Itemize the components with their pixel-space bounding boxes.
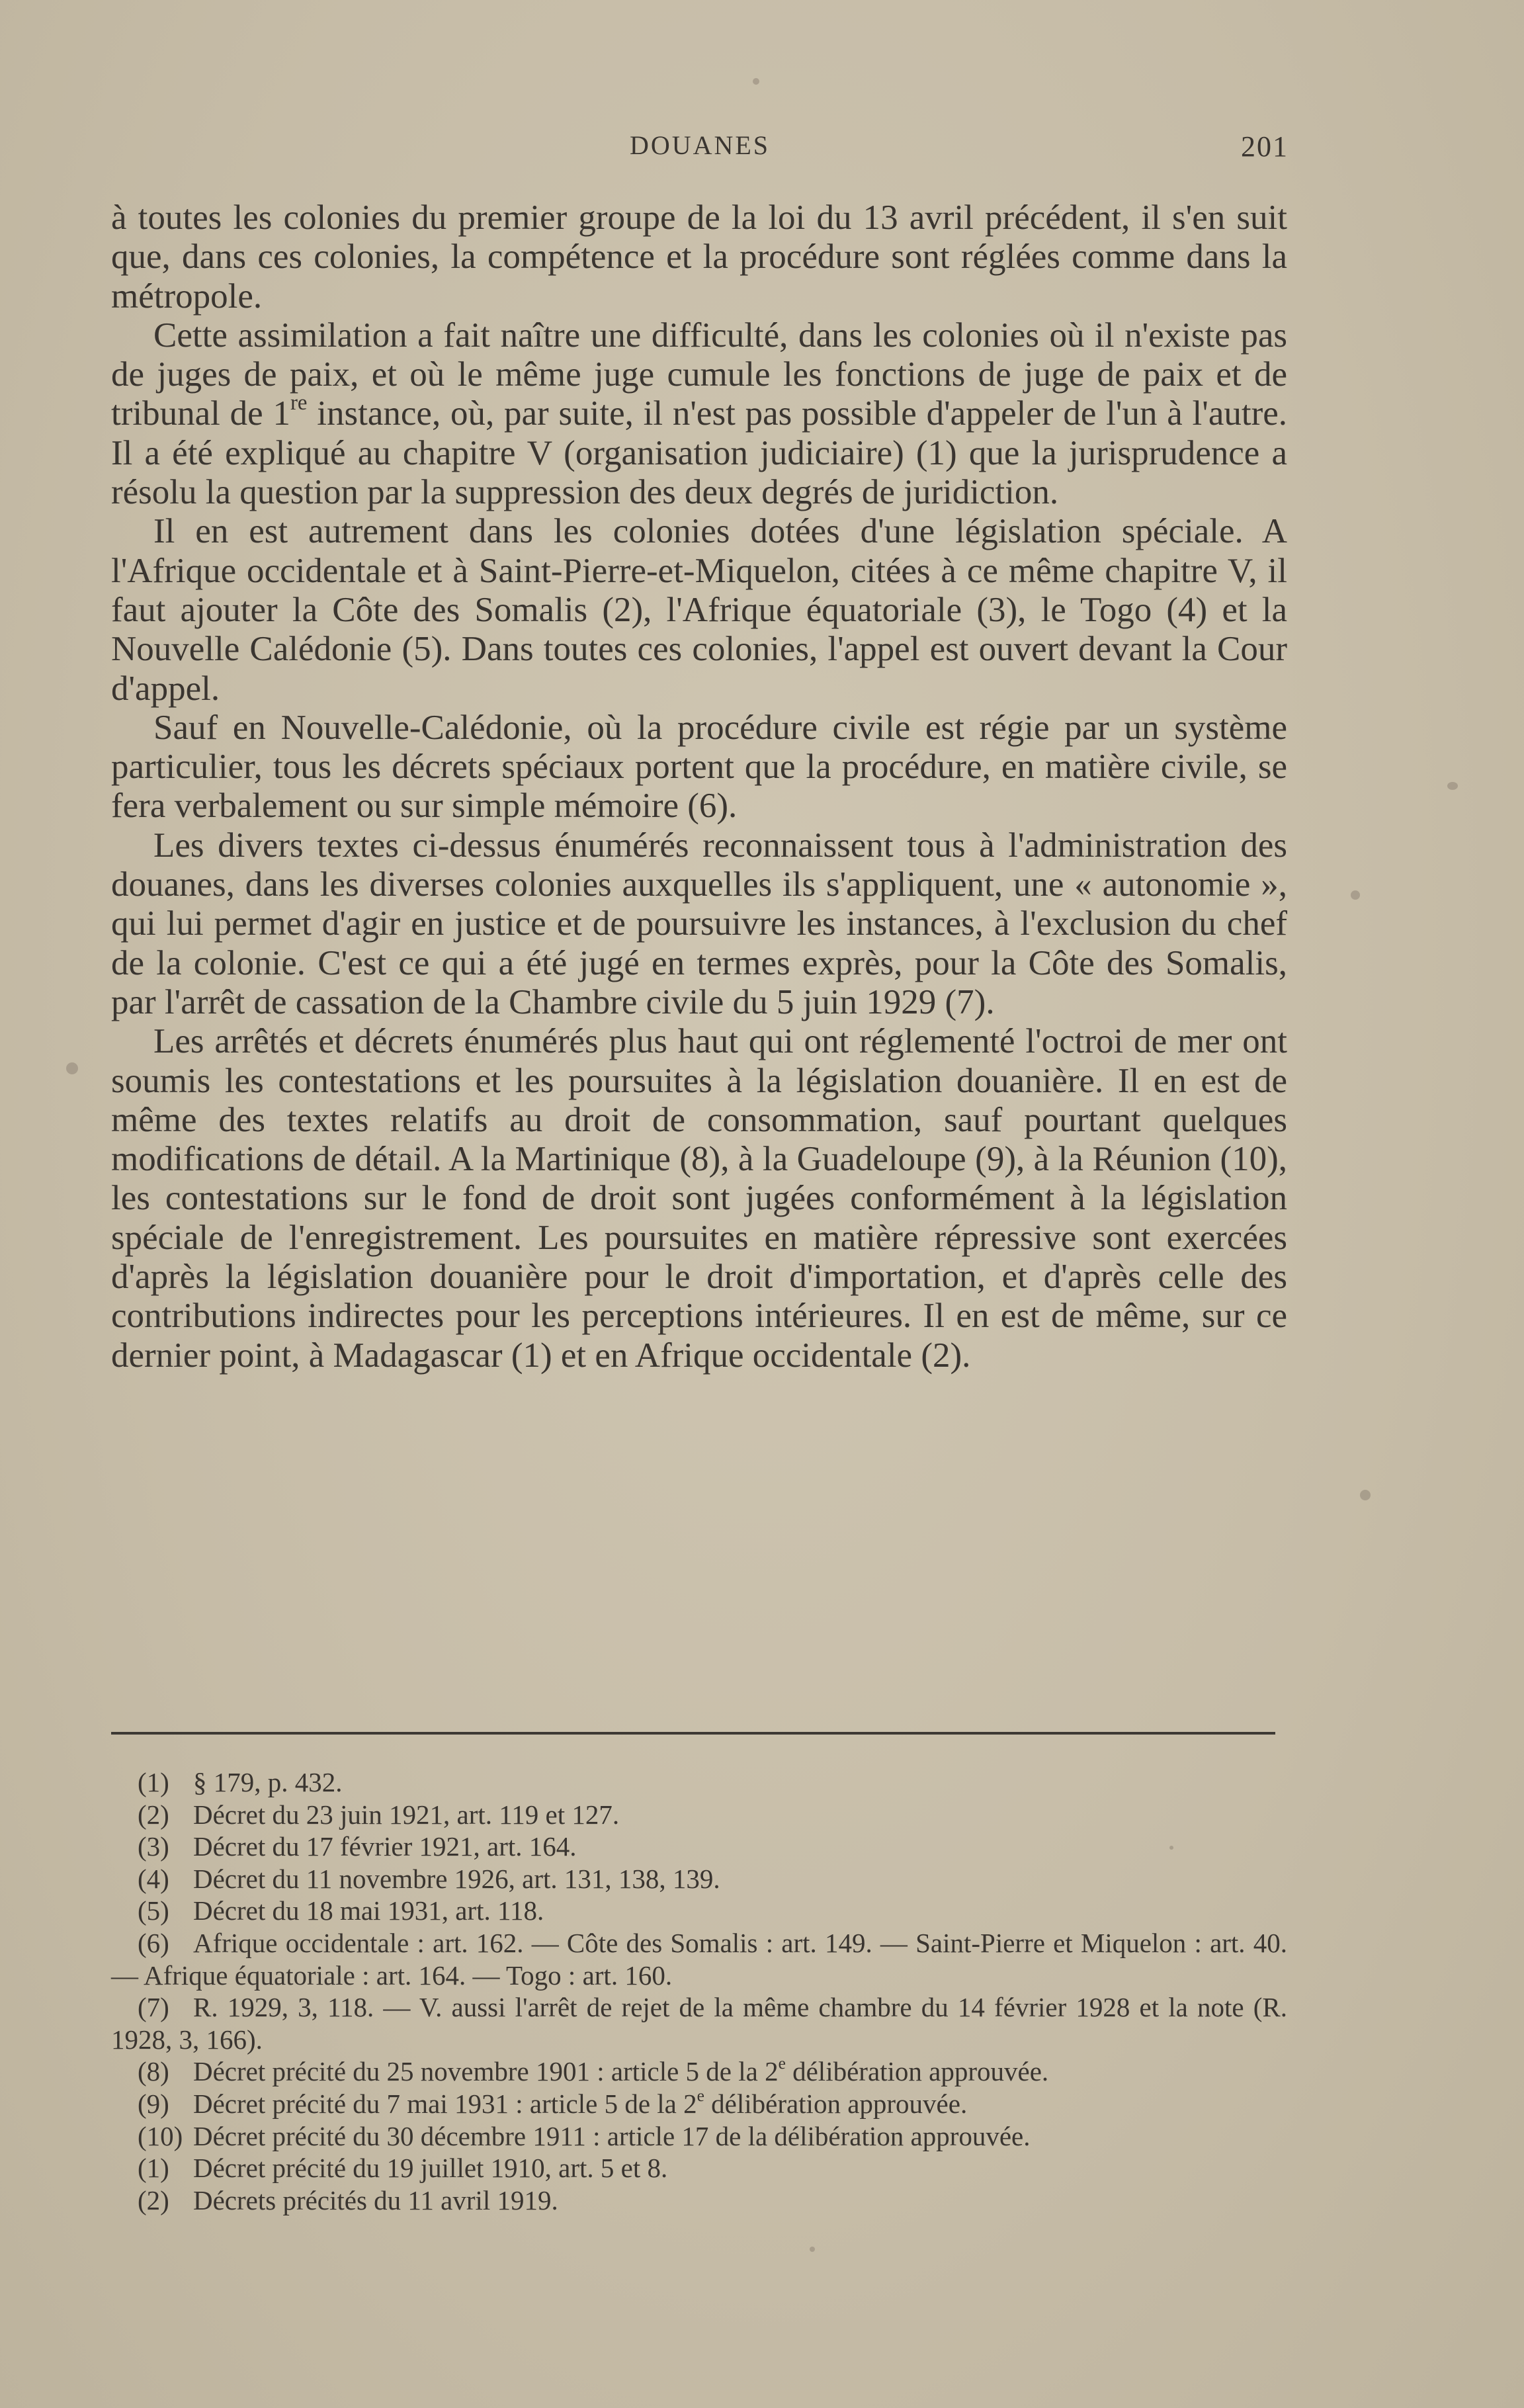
footnote-text: R. 1929, 3, 118. — V. aussi l'arrêt de rejet de la même chambre du 14 février 1928 et la note (R. 1928, 3, 166). [111, 1992, 1287, 2055]
footnote-number: (7) [138, 1992, 169, 2023]
footnote-number: (3) [138, 1831, 169, 1862]
footnote-text: § 179, p. 432. [193, 1767, 343, 1797]
footnote-number: (9) [138, 2088, 169, 2119]
footnote-number: (1) [138, 2153, 169, 2184]
footnote [111, 1799, 1287, 1831]
page-header [111, 130, 1289, 169]
scan-speck [1447, 782, 1458, 790]
scan-speck [1360, 1490, 1371, 1500]
footnote-text: Décret du 11 novembre 1926, art. 131, 138, 139. [193, 1863, 720, 1894]
body-paragraph-4: Sauf en Nouvelle-Calédonie, où la procédure civile est régie par un système particulier, tous les décrets spéciaux portent que la procédure, en matière civile, se fera verbalement ou sur simple mémoire (6). [111, 708, 1287, 826]
footnotes [111, 1766, 1287, 2216]
footnote [111, 1927, 1287, 1991]
body-paragraph-5: Les divers textes ci-dessus énumérés reconnaissent tous à l'administration des douanes, dans les diverses colonies auxquelles ils s'appliquent, une « autonomie », qui lui permet d'agir en justice et de poursuivre les instances, à l'exclusion du chef de la colonie. C'est ce qui a été jugé en termes exprès, pour la Côte des Somalis, par l'arrêt de cassation de la Chambre civile du 5 juin 1929 (7). [111, 826, 1287, 1021]
footnote-number: (4) [138, 1863, 169, 1894]
scan-speck [1351, 890, 1360, 900]
body-paragraph-3: Il en est autrement dans les colonies dotées d'une législation spéciale. A l'Afrique occidentale et à Saint-Pierre-et-Miquelon, citées à ce même chapitre V, il faut ajouter la Côte des Somalis (2), l'Afrique équatoriale (3), le Togo (4) et la Nouvelle Calédonie (5). Dans toutes ces colonies, l'appel est ouvert devant la Cour d'appel. [111, 512, 1287, 708]
footnote [111, 1895, 1287, 1927]
footnote [111, 2088, 1287, 2120]
scan-speck [66, 1062, 78, 1074]
footnote [111, 2184, 1287, 2217]
footnote-text: Décret précité du 19 juillet 1910, art. 5 et 8. [193, 2153, 668, 2184]
footnote [111, 1766, 1287, 1799]
footnote [111, 2120, 1287, 2153]
footnote-rule [111, 1732, 1275, 1735]
footnote-number: (2) [138, 2184, 169, 2215]
main-text [111, 198, 1287, 1375]
footnote-number: (1) [138, 1767, 169, 1797]
running-head: DOUANES [629, 130, 771, 160]
body-paragraph-1: à toutes les colonies du premier groupe de la loi du 13 avril précédent, il s'en suit que, dans ces colonies, la compétence et la procédure sont réglées comme dans la métropole. [111, 198, 1287, 316]
footnote-number: (8) [138, 2056, 169, 2087]
scan-speck [810, 2247, 815, 2252]
footnote-text: Décret du 17 février 1921, art. 164. [193, 1831, 577, 1862]
footnote-text: Décret du 18 mai 1931, art. 118. [193, 1895, 544, 1926]
body-paragraph-6: Les arrêtés et décrets énumérés plus haut qui ont réglementé l'octroi de mer ont soumis les contestations et les poursuites à la législation douanière. Il en est de même des textes relatifs au droit de consommation, sauf pourtant quelques modifications de détail. A la Martinique (8), à la Guadeloupe (9), à la Réunion (10), les contestations sur le fond de droit sont jugées conformément à la législation spéciale de l'enregistrement. Les poursuites en matière répressive sont exercées d'après la législation douanière pour le droit d'importation, et d'après celle des contributions indirectes pour les perceptions intérieures. Il en est de même, sur ce dernier point, à Madagascar (1) et en Afrique occidentale (2). [111, 1022, 1287, 1375]
scan-speck [1169, 1846, 1173, 1850]
footnote-number: (10) [138, 2120, 183, 2151]
footnote-text: Décrets précités du 11 avril 1919. [193, 2184, 558, 2215]
footnote [111, 1863, 1287, 1895]
footnote-text: Afrique occidentale : art. 162. — Côte des Somalis : art. 149. — Saint-Pierre et Miquelon : art. 40. — Afrique équatoriale : art. 164. — Togo : art. 160. [111, 1927, 1287, 1991]
footnote [111, 2055, 1287, 2088]
body-paragraph-2: Cette assimilation a fait naître une difficulté, dans les colonies où il n'existe pas de juges de paix, et où le même juge cumule les fonctions de juge de paix et de tribunal de 1re instance, où, par suite, il n'est pas possible d'appeler de l'un à l'autre. Il a été expliqué au chapitre V (organisation judiciaire) (1) que la jurisprudence a résolu la question par la suppression des deux degrés de juridiction. [111, 316, 1288, 512]
footnote-text: Décret du 23 juin 1921, art. 119 et 127. [193, 1799, 620, 1830]
footnote-number: (5) [138, 1895, 169, 1926]
footnote [111, 1991, 1287, 2055]
footnote-number: (2) [138, 1799, 169, 1830]
footnote [111, 2152, 1287, 2184]
footnote-number: (6) [138, 1927, 169, 1958]
footnote-text: Décret précité du 30 décembre 1911 : article 17 de la délibération approuvée. [193, 2120, 1031, 2151]
footnote [111, 1830, 1287, 1863]
footnote-text: Décret précité du 7 mai 1931 : article 5 de la 2e délibération approuvée. [193, 2086, 968, 2119]
footnote-text: Décret précité du 25 novembre 1901 : article 5 de la 2e délibération approuvée. [193, 2054, 1049, 2087]
page-number: 201 [1241, 130, 1289, 163]
scan-speck [753, 78, 759, 85]
